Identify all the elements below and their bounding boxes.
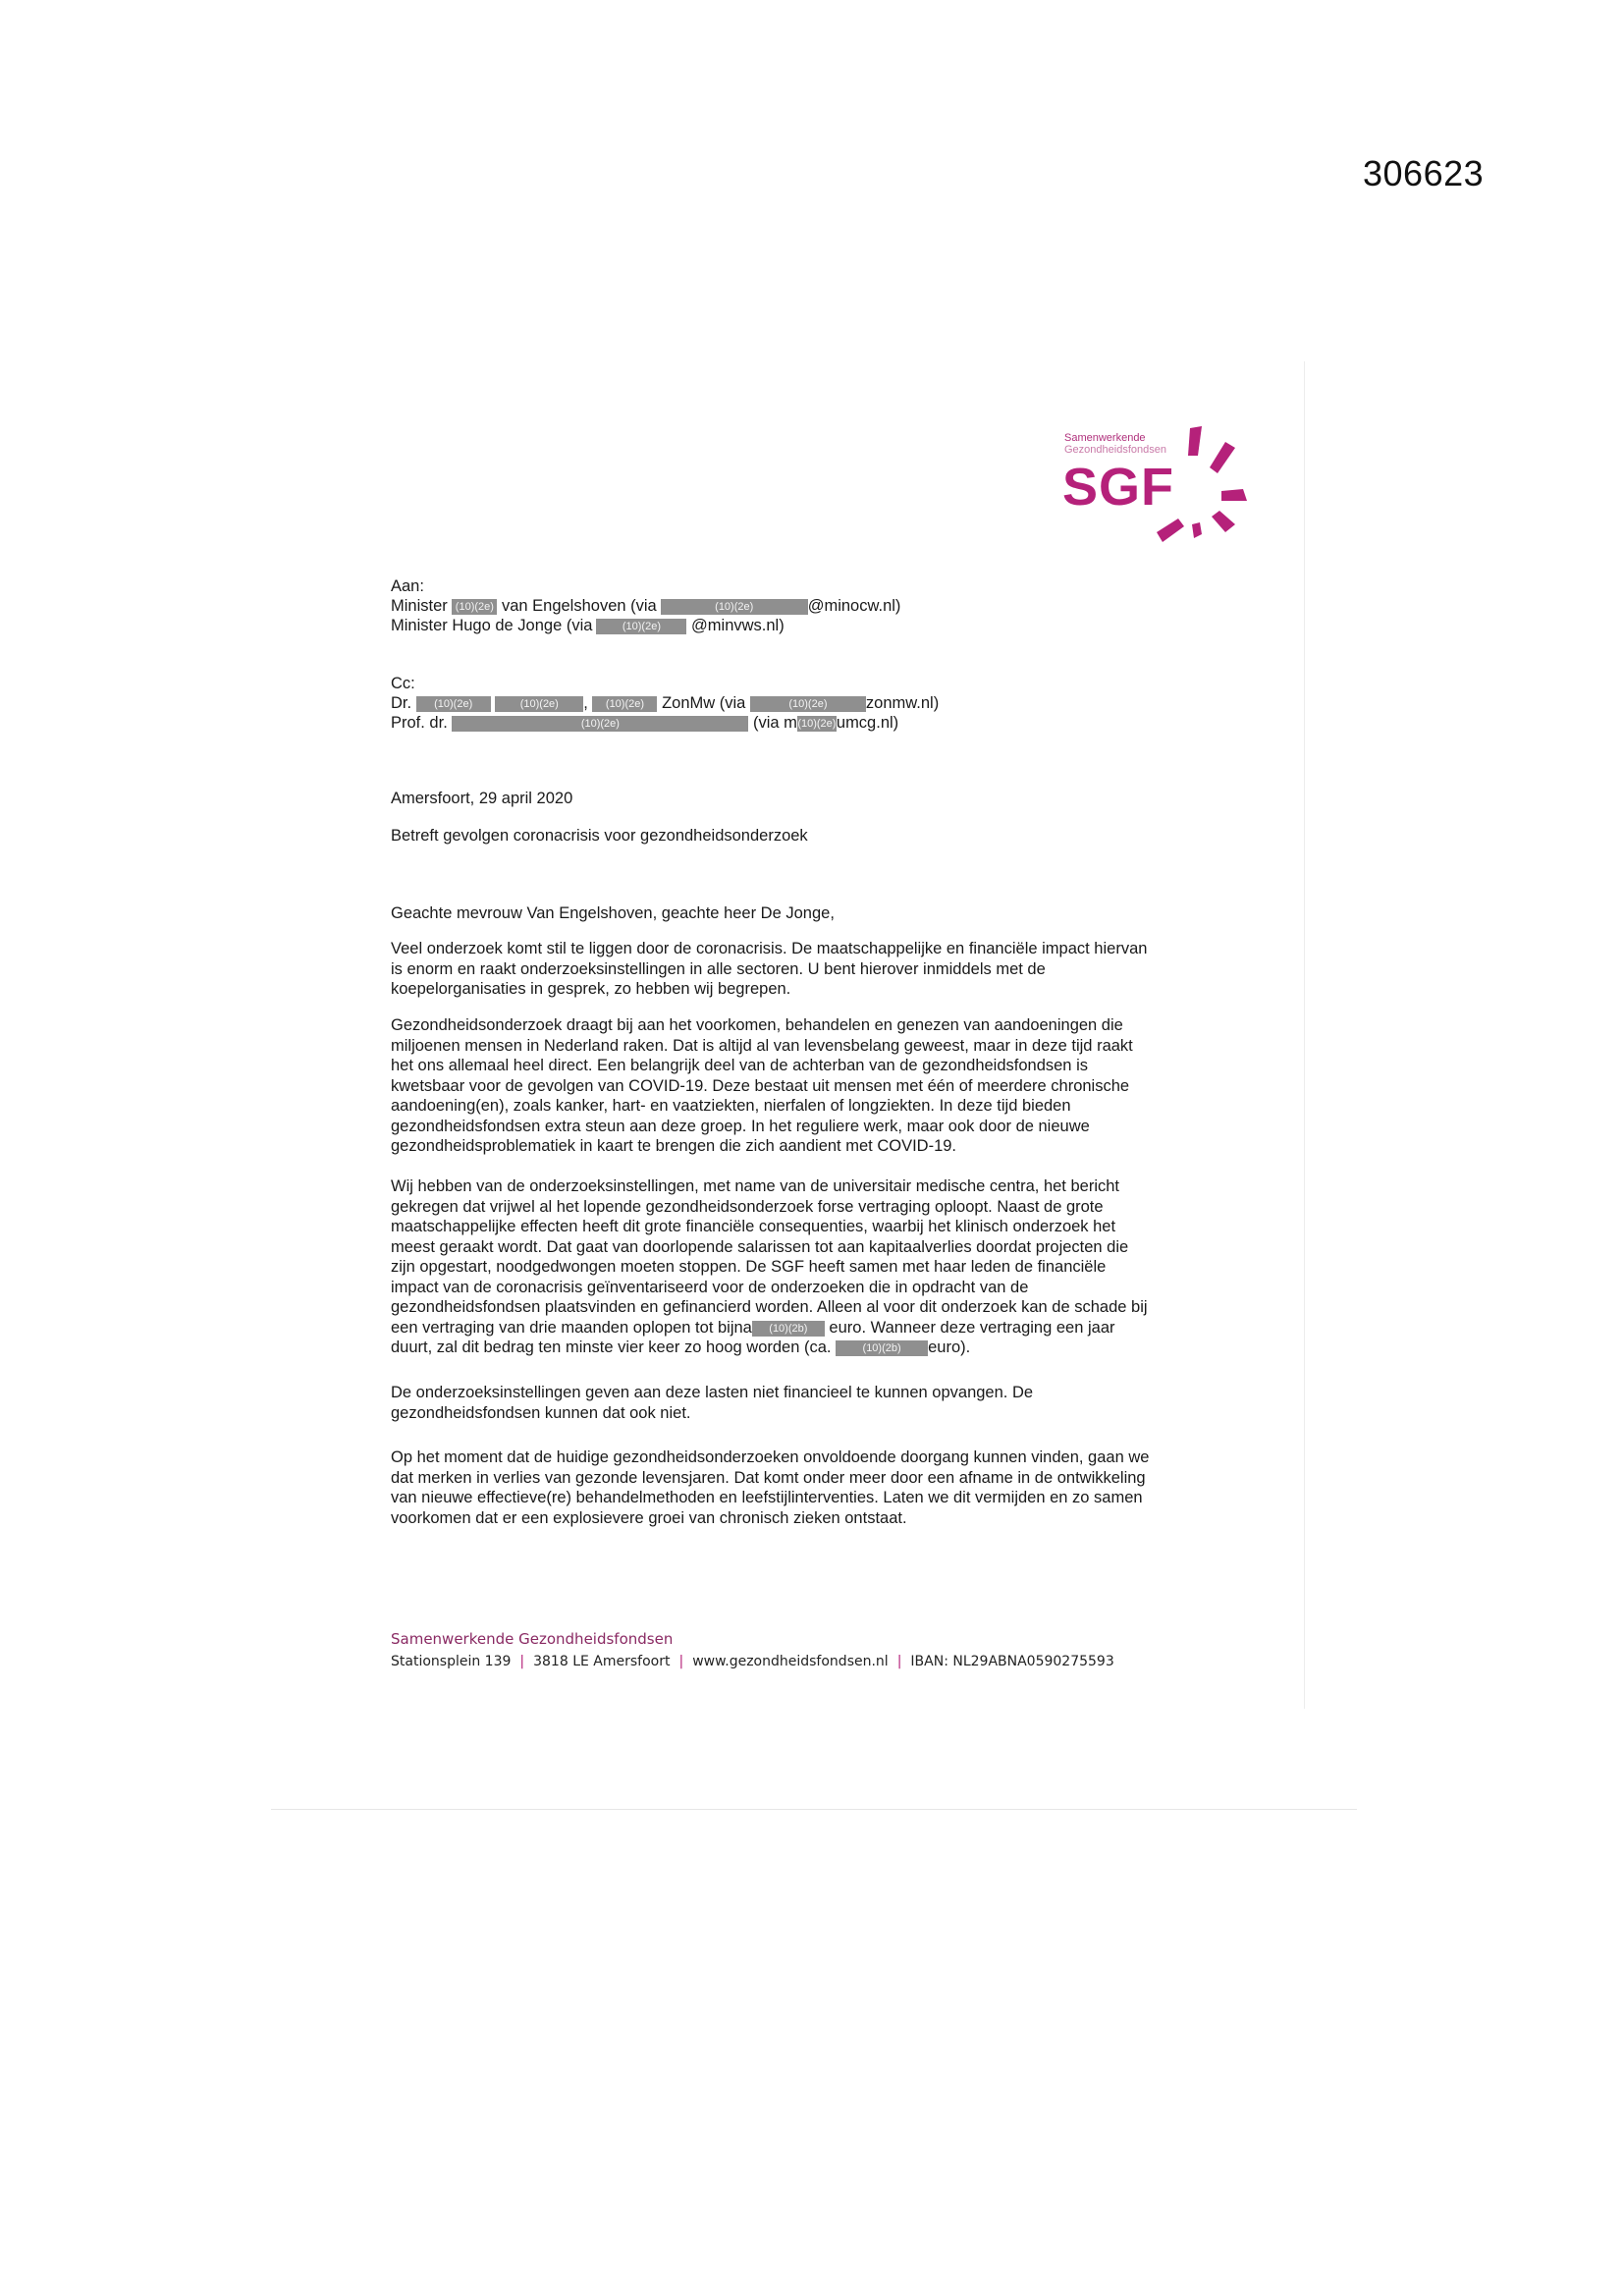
paragraph-line: Veel onderzoek komt stil te liggen door de coronacrisis. De maatschappelijke en financiële impact hiervan — [391, 940, 1148, 957]
paragraph-line: Op het moment dat de huidige gezondheidsonderzoeken onvoldoende doorgang kunnen vinden, gaan we — [391, 1448, 1150, 1466]
paragraph-line: Wij hebben van de onderzoeksinstellingen, met name van de universitair medische centra, het bericht — [391, 1177, 1119, 1195]
paragraph-line: Gezondheidsonderzoek draagt bij aan het voorkomen, behandelen en genezen van aandoeningen die — [391, 1016, 1123, 1034]
logo-burst-ray — [1212, 511, 1235, 532]
paragraph-line: gezondheidsproblematiek in kaart te brengen die zich aandient met COVID-19. — [391, 1137, 957, 1155]
paragraph-line: duurt, zal dit bedrag ten minste vier keer zo hoog worden (ca. (10)(2b) euro). — [391, 1338, 971, 1356]
paragraph-line: gezondheidsfondsen plaatsvinden en gefinancierd worden. Alleen al voor dit onderzoek kan de schade bij — [391, 1298, 1148, 1316]
cc-line-2: Prof. dr. (10)(2e) (via m(10)(2e)umcg.nl) — [391, 714, 899, 732]
redaction-box: (10)(2e) — [452, 599, 497, 615]
footer-separator: | — [896, 1654, 902, 1669]
paragraph-line: meest geraakt wordt. Dat gaat van doorlopende salarissen tot aan kapitaalverlies doordat projecten die — [391, 1237, 1129, 1256]
paragraph-1 — [391, 939, 1196, 1000]
logo-text-line-2: Gezondheidsfondsen — [1064, 444, 1166, 456]
redaction-box: (10)(2e) — [416, 696, 491, 712]
footer-separator: | — [519, 1654, 525, 1669]
footer-street: Stationsplein 139 — [391, 1654, 512, 1669]
logo-sgf: SGF — [1062, 458, 1175, 517]
page-edge-right — [1304, 361, 1305, 1709]
paragraph-line: koepelorganisaties in gesprek, zo hebben wij begrepen. — [391, 980, 791, 998]
paragraph-line: maatschappelijke effecten heeft dit grote financiële consequenties, waarbij het klinisch onderzoek het — [391, 1218, 1116, 1235]
paragraph-line: het ons allemaal heel direct. Een belangrijk deel van de achterban van de gezondheidsfondsen is — [391, 1057, 1088, 1074]
footer-iban: IBAN: NL29ABNA0590275593 — [910, 1654, 1114, 1669]
paragraph-4 — [391, 1383, 1196, 1423]
footer-city: 3818 LE Amersfoort — [533, 1654, 671, 1669]
redaction-box: (10)(2e) — [750, 696, 866, 712]
paragraph-line: gezondheidsfondsen kunnen dat ook niet. — [391, 1403, 691, 1422]
paragraph-line: zijn opgestart, noodgedwongen moeten stoppen. De SGF heeft samen met haar leden de financiële — [391, 1258, 1107, 1276]
paragraph-line: is enorm en raakt onderzoeksinstellingen in alle sectoren. U bent hierover inmiddels met de — [391, 959, 1046, 978]
redaction-box: (10)(2e) — [596, 619, 686, 634]
paragraph-line: gekregen dat vrijwel al het lopende gezondheidsonderzoek forse vertraging oploopt. Naast de grote — [391, 1197, 1104, 1216]
footer-separator: | — [678, 1654, 684, 1669]
logo-burst-ray — [1192, 522, 1202, 538]
salutation: Geachte mevrouw Van Engelshoven, geachte heer De Jonge, — [391, 904, 835, 922]
redaction-box: (10)(2b) — [752, 1321, 825, 1337]
logo-burst-ray — [1210, 442, 1235, 473]
paragraph-line: dat merken in verlies van gezonde levensjaren. Dat komt onder meer door een afname in de ontwikkeling — [391, 1468, 1146, 1487]
footer-website: www.gezondheidsfondsen.nl — [692, 1654, 889, 1669]
logo-burst-ray — [1157, 519, 1184, 542]
cc-line-1: Dr. (10)(2e) (10)(2e) , (10)(2e) ZonMw (via (10)(2e) zonmw.nl) — [391, 694, 940, 712]
paragraph-2 — [391, 1015, 1196, 1157]
page-edge-bottom — [271, 1809, 1357, 1810]
address-line-1: Minister (10)(2e) van Engelshoven (via (10)(2e) @minocw.nl) — [391, 597, 901, 615]
document-number: 306623 — [1363, 153, 1485, 193]
footer-organization-name: Samenwerkende Gezondheidsfondsen — [391, 1630, 674, 1648]
paragraph-line: De onderzoeksinstellingen geven aan deze lasten niet financieel te kunnen opvangen. De — [391, 1384, 1034, 1401]
redaction-box: (10)(2e) — [661, 599, 808, 615]
date-line: Amersfoort, 29 april 2020 — [391, 790, 573, 807]
redaction-box: (10)(2e) — [592, 696, 657, 712]
address-label: Aan: — [391, 577, 424, 595]
redaction-box: (10)(2e) — [452, 716, 748, 732]
paragraph-line: kwetsbaar voor de gevolgen van COVID-19. Deze bestaat uit mensen met één of meerdere chronische — [391, 1076, 1130, 1095]
redaction-box: (10)(2e) — [495, 696, 583, 712]
paragraph-line: van nieuwe effectieve(re) behandelmethoden en leefstijlinterventies. Laten we dit vermijden en zo samen — [391, 1489, 1143, 1506]
paragraph-line: gezondheidsfondsen extra steun aan deze groep. In het reguliere werk, maar ook door de nieuwe — [391, 1117, 1090, 1135]
address-line-2: Minister Hugo de Jonge (via (10)(2e) @minvws.nl) — [391, 617, 785, 634]
paragraph-line: miljoenen mensen in Nederland raken. Dat is altijd al van levensbelang geweest, maar in deze tijd raakt — [391, 1036, 1133, 1055]
paragraph-line: impact van de coronacrisis geïnventariseerd voor de onderzoeken die in opdracht van de — [391, 1278, 1029, 1296]
footer-address — [391, 1654, 1114, 1669]
redaction-box: (10)(2b) — [836, 1340, 928, 1356]
redaction-box: (10)(2e) — [797, 718, 837, 730]
subject-line: Betreft gevolgen coronacrisis voor gezondheidsonderzoek — [391, 827, 808, 845]
paragraph-line: aandoening(en), zoals kanker, hart- en vaatziekten, nierfalen of longziekten. In deze tijd bieden — [391, 1097, 1071, 1115]
logo-burst-icon — [1119, 422, 1257, 555]
paragraph-3 — [391, 1176, 1196, 1358]
logo-burst-ray — [1188, 426, 1202, 456]
logo-burst-ray — [1221, 489, 1247, 501]
cc-label: Cc: — [391, 675, 415, 692]
paragraph-line: een vertraging van drie maanden oplopen tot bijna (10)(2b) euro. Wanneer deze vertraging een jaar — [391, 1318, 1115, 1337]
logo-text-line-1: Samenwerkende — [1064, 432, 1146, 444]
paragraph-line: voorkomen dat er een explosievere groei van chronisch zieken ontstaat. — [391, 1508, 907, 1527]
paragraph-5 — [391, 1447, 1196, 1528]
